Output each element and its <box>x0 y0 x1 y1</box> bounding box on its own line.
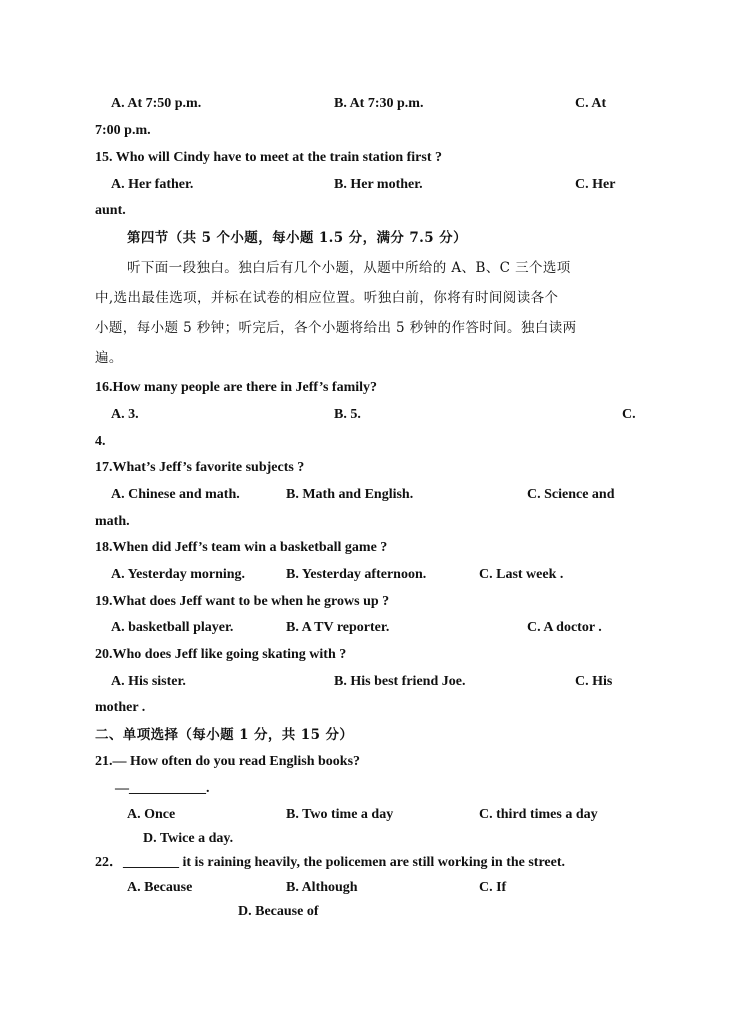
section4-instruction-line4: 遍。 <box>95 350 123 366</box>
q21-stem: 21.— How often do you read English books? <box>95 754 361 769</box>
q22-option-c: C. If <box>479 880 507 895</box>
q21-option-b: B. Two time a day <box>286 807 394 822</box>
q20-option-c: C. His <box>575 674 613 689</box>
q17-stem: 17.What’s Jeff’s favorite subjects ? <box>95 460 305 475</box>
q21-answer-line: —___________. <box>115 781 210 796</box>
q21-option-a: A. Once <box>127 807 176 822</box>
q15-option-c-wrap: aunt. <box>95 203 126 218</box>
q14-option-a: A. At 7:50 p.m. <box>111 96 202 111</box>
q21-option-d: D. Twice a day. <box>143 831 234 846</box>
q20-option-a: A. His sister. <box>111 674 186 689</box>
q15-option-c: C. Her <box>575 177 616 192</box>
q17-option-b: B. Math and English. <box>286 487 414 502</box>
q18-option-c: C. Last week . <box>479 567 564 582</box>
section4-instruction-line3: 小题，每小题 5 秒钟；听完后，各个小题将给出 5 秒钟的作答时间。独白读两 <box>95 320 577 336</box>
q19-option-c: C. A doctor . <box>527 620 602 635</box>
q19-stem: 19.What does Jeff want to be when he grows up ? <box>95 594 390 609</box>
q16-stem: 16.How many people are there in Jeff’s family? <box>95 380 378 395</box>
section4-instruction-line2: 中,选出最佳选项，并标在试卷的相应位置。听独白前，你将有时间阅读各个 <box>95 290 559 306</box>
q20-stem: 20.Who does Jeff like going skating with ? <box>95 647 347 662</box>
q19-option-b: B. A TV reporter. <box>286 620 390 635</box>
q15-stem: 15. Who will Cindy have to meet at the train station first ? <box>95 150 442 165</box>
q16-option-b: B. 5. <box>334 407 361 422</box>
q18-option-a: A. Yesterday morning. <box>111 567 246 582</box>
q20-option-b: B. His best friend Joe. <box>334 674 466 689</box>
q22-stem: 22．________ it is raining heavily, the policemen are still working in the street. <box>95 855 566 870</box>
q17-option-a: A. Chinese and math. <box>111 487 240 502</box>
q19-option-a: A. basketball player. <box>111 620 234 635</box>
q22-option-a: A. Because <box>127 880 193 895</box>
q14-option-c: C. At <box>575 96 607 111</box>
q21-option-c: C. third times a day <box>479 807 598 822</box>
q16-option-a: A. 3. <box>111 407 139 422</box>
q14-option-c-wrap: 7:00 p.m. <box>95 123 151 138</box>
q15-option-b: B. Her mother. <box>334 177 423 192</box>
q14-option-b: B. At 7:30 p.m. <box>334 96 424 111</box>
section4-instruction-line1: 听下面一段独白。独白后有几个小题，从题中所给的 A、B、C 三个选项 <box>127 260 571 276</box>
q17-option-c: C. Science and <box>527 487 615 502</box>
q20-option-c-wrap: mother . <box>95 700 146 715</box>
q16-option-c-wrap: 4. <box>95 434 106 449</box>
q16-option-c: C. <box>622 407 636 422</box>
q22-option-b: B. Although <box>286 880 358 895</box>
q22-option-d: D. Because of <box>238 904 319 919</box>
part2-heading: 二、单项选择（每小题 1 分，共 15 分） <box>95 727 354 743</box>
section4-heading: 第四节（共 5 个小题，每小题 1.5 分，满分 7.5 分） <box>127 230 467 246</box>
q18-option-b: B. Yesterday afternoon. <box>286 567 427 582</box>
q17-option-c-wrap: math. <box>95 514 130 529</box>
q15-option-a: A. Her father. <box>111 177 194 192</box>
q18-stem: 18.When did Jeff’s team win a basketball game ? <box>95 540 388 555</box>
